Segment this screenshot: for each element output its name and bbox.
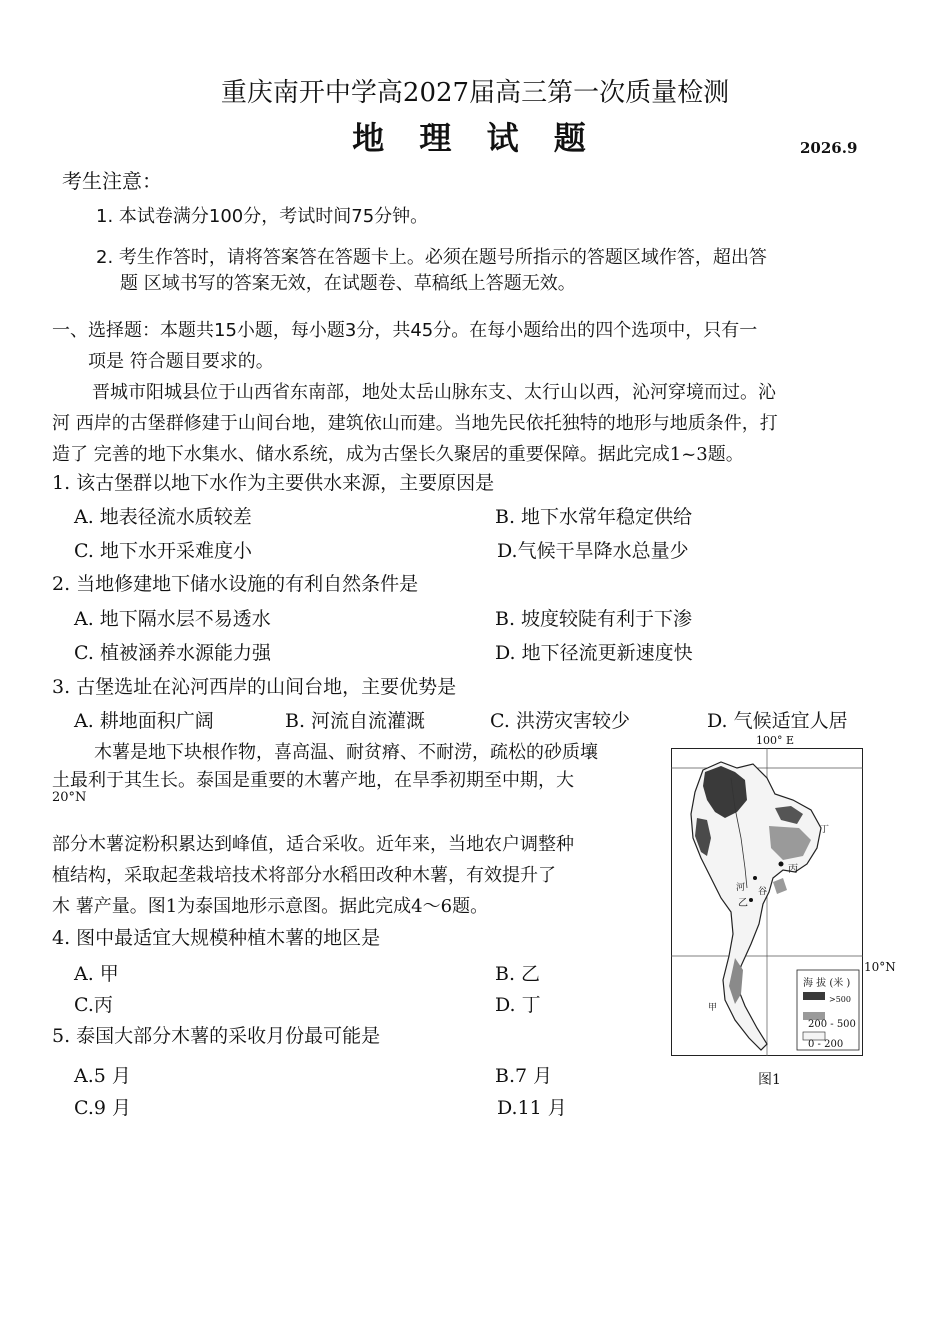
question-1-stem: 1. 该古堡群以地下水作为主要供水来源，主要原因是 bbox=[52, 472, 495, 494]
map-latitude-10-label: 10°N bbox=[864, 960, 896, 974]
question-5-option-a: A.5 月 bbox=[74, 1065, 131, 1087]
notice-item-2-line-1: 2. 考生作答时，请将答案答在答题卡上。必须在题号所指示的答题区域作答，超出答 bbox=[96, 247, 767, 268]
question-3-stem: 3. 古堡选址在沁河西岸的山间台地，主要优势是 bbox=[52, 676, 457, 698]
passage-1-line-3: 造了 完善的地下水集水、储水系统，成为古堡长久聚居的重要保障。据此完成1~3题。 bbox=[52, 444, 744, 465]
subject-title: 地 理 试 题 bbox=[352, 119, 598, 157]
question-4-stem: 4. 图中最适宜大规模种植木薯的地区是 bbox=[52, 927, 381, 949]
notice-item-2-line-2: 题 区域书写的答案无效，在试题卷、草稿纸上答题无效。 bbox=[120, 273, 576, 294]
question-5-option-d: D.11 月 bbox=[497, 1097, 567, 1119]
passage-2-line-5: 木 薯产量。图1为泰国地形示意图。据此完成4～6题。 bbox=[52, 896, 489, 917]
map-label-ding: 丁 bbox=[820, 825, 830, 835]
legend-title: 海 拔 (米 ) bbox=[803, 978, 851, 989]
question-5-option-c: C.9 月 bbox=[74, 1097, 132, 1119]
section-heading-line-2: 项是 符合题目要求的。 bbox=[88, 351, 274, 372]
question-1-option-d: D.气候干旱降水总量少 bbox=[497, 540, 689, 562]
legend-high-label: >500 bbox=[829, 995, 851, 1004]
point-bing-marker bbox=[779, 862, 784, 867]
question-1-option-b: B. 地下水常年稳定供给 bbox=[495, 506, 693, 528]
question-1-option-a: A. 地表径流水质较差 bbox=[74, 506, 252, 528]
passage-1-line-2: 河 西岸的古堡群修建于山间台地，建筑依山而建。当地先民依托独特的地形与地质条件，打 bbox=[52, 413, 778, 434]
question-3-option-c: C. 洪涝灾害较少 bbox=[490, 710, 630, 732]
legend-mid-label: 200 - 500 bbox=[808, 1019, 856, 1030]
passage-2-line-4: 植结构，采取起垄栽培技术将部分水稻田改种木薯，有效提升了 bbox=[52, 865, 556, 886]
question-2-option-c: C. 植被涵养水源能力强 bbox=[74, 642, 271, 664]
question-2-option-b: B. 坡度较陡有利于下渗 bbox=[495, 608, 693, 630]
map-longitude-label: 100° E bbox=[756, 734, 795, 747]
notice-heading: 考生注意： bbox=[62, 169, 162, 193]
notice-item-1: 1. 本试卷满分100分，考试时间75分钟。 bbox=[96, 206, 429, 227]
passage-2-line-2: 土最利于其生长。泰国是重要的木薯产地，在旱季初期至中期，大 bbox=[52, 770, 574, 791]
legend-swatch-high bbox=[803, 992, 825, 1000]
map-caption: 图1 bbox=[758, 1072, 781, 1088]
question-2-option-d: D. 地下径流更新速度快 bbox=[495, 642, 693, 664]
point-yi-marker bbox=[749, 898, 753, 902]
map-label-jia: 甲 bbox=[708, 1003, 718, 1013]
exam-date: 2026.9 bbox=[800, 139, 858, 157]
question-4-option-b: B. 乙 bbox=[495, 963, 541, 985]
map-latitude-20-label: 20°N bbox=[52, 790, 87, 805]
map-label-river: 河 bbox=[736, 883, 746, 893]
school-title: 重庆南开中学高2027届高三第一次质量检测 bbox=[220, 78, 730, 108]
question-4-option-d: D. 丁 bbox=[495, 994, 541, 1016]
passage-1-line-1: 晋城市阳城县位于山西省东南部，地处太岳山脉东支、太行山以西，沁河穿境而过。沁 bbox=[92, 382, 776, 403]
passage-2-line-1: 木薯是地下块根作物，喜高温、耐贫瘠、不耐涝，疏松的砂质壤 bbox=[94, 742, 598, 763]
question-4-option-c: C.丙 bbox=[74, 994, 113, 1016]
thailand-terrain-map bbox=[671, 748, 863, 1056]
legend-low-label: 0 - 200 bbox=[808, 1039, 844, 1050]
question-4-option-a: A. 甲 bbox=[74, 963, 119, 985]
question-3-option-a: A. 耕地面积广阔 bbox=[74, 710, 214, 732]
question-3-option-b: B. 河流自流灌溉 bbox=[285, 710, 426, 732]
question-2-option-a: A. 地下隔水层不易透水 bbox=[74, 608, 271, 630]
map-label-bing: 丙 bbox=[788, 864, 798, 875]
question-2-stem: 2. 当地修建地下储水设施的有利自然条件是 bbox=[52, 573, 419, 595]
question-5-stem: 5. 泰国大部分木薯的采收月份最可能是 bbox=[52, 1025, 381, 1047]
map-label-yi: 乙 bbox=[738, 898, 748, 909]
point-valley-marker bbox=[753, 876, 757, 880]
passage-2-line-3: 部分木薯淀粉积累达到峰值，适合采收。近年来，当地农户调整种 bbox=[52, 834, 574, 855]
question-5-option-b: B.7 月 bbox=[495, 1065, 553, 1087]
question-3-option-d: D. 气候适宜人居 bbox=[707, 710, 848, 732]
map-label-valley: 谷 bbox=[758, 887, 768, 897]
question-1-option-c: C. 地下水开采难度小 bbox=[74, 540, 252, 562]
section-heading-line-1: 一、选择题：本题共15小题，每小题3分，共45分。在每小题给出的四个选项中，只有一 bbox=[52, 320, 758, 341]
